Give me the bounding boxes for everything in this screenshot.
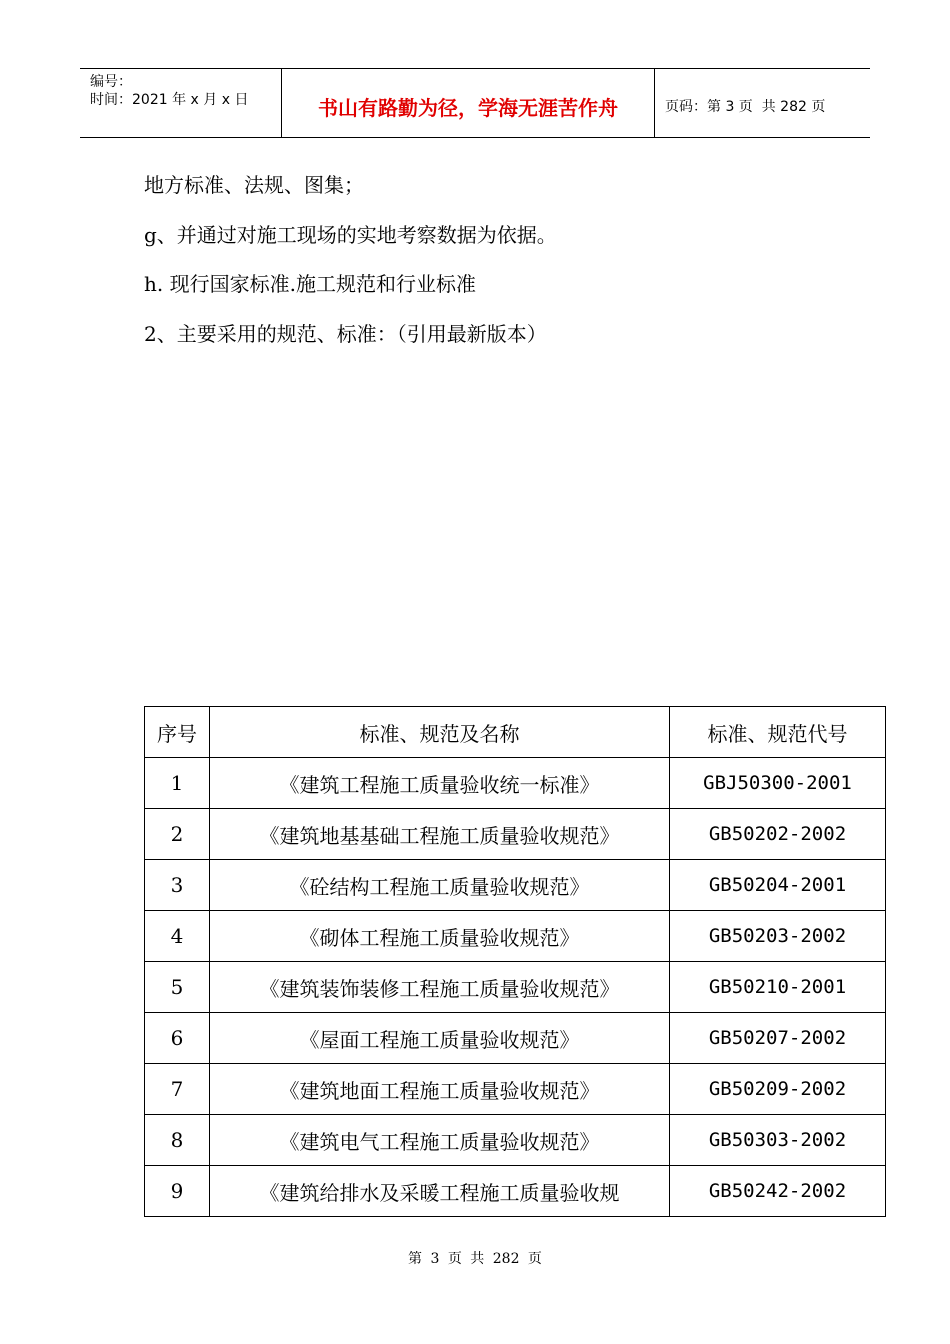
row-serial: 1 bbox=[145, 758, 210, 809]
table-row bbox=[145, 1166, 886, 1217]
row-serial: 3 bbox=[145, 860, 210, 911]
row-standard-name: 《建筑地面工程施工质量验收规范》 bbox=[210, 1064, 670, 1115]
table-row bbox=[145, 758, 886, 809]
header-standard-name: 标准、规范及名称 bbox=[210, 707, 670, 758]
header-standard-code: 标准、规范代号 bbox=[670, 707, 886, 758]
document-date: 时间：2021 年 x 月 x 日 bbox=[90, 92, 249, 108]
body-line-3: h. 现行国家标准.施工规范和行业标准 bbox=[144, 272, 476, 296]
row-standard-name: 《建筑电气工程施工质量验收规范》 bbox=[210, 1115, 670, 1166]
table-row bbox=[145, 1115, 886, 1166]
row-standard-code: GB50203-2002 bbox=[670, 911, 886, 962]
header-page-label: 页码：第 3 页 共 282 页 bbox=[665, 99, 826, 115]
document-number-label: 编号： bbox=[90, 74, 132, 90]
row-standard-code: GBJ50300-2001 bbox=[670, 758, 886, 809]
table-row bbox=[145, 860, 886, 911]
row-serial: 4 bbox=[145, 911, 210, 962]
page-header bbox=[80, 68, 870, 138]
row-standard-code: GB50207-2002 bbox=[670, 1013, 886, 1064]
row-standard-name: 《砼结构工程施工质量验收规范》 bbox=[210, 860, 670, 911]
row-standard-name: 《屋面工程施工质量验收规范》 bbox=[210, 1013, 670, 1064]
row-standard-code: GB50242-2002 bbox=[670, 1166, 886, 1217]
standards-table bbox=[144, 706, 886, 1217]
row-serial: 6 bbox=[145, 1013, 210, 1064]
header-motto: 书山有路勤为径，学海无涯苦作舟 bbox=[282, 69, 655, 137]
row-serial: 2 bbox=[145, 809, 210, 860]
body-line-2: g、并通过对施工现场的实地考察数据为依据。 bbox=[144, 223, 557, 247]
row-standard-code: GB50209-2002 bbox=[670, 1064, 886, 1115]
row-standard-code: GB50204-2001 bbox=[670, 860, 886, 911]
table-row bbox=[145, 1013, 886, 1064]
body-line-4: 2、主要采用的规范、标准：（引用最新版本） bbox=[144, 322, 547, 346]
table-row bbox=[145, 911, 886, 962]
row-standard-name: 《建筑地基基础工程施工质量验收规范》 bbox=[210, 809, 670, 860]
row-serial: 5 bbox=[145, 962, 210, 1013]
header-serial: 序号 bbox=[145, 707, 210, 758]
body-line-1: 地方标准、法规、图集； bbox=[144, 173, 364, 197]
row-serial: 7 bbox=[145, 1064, 210, 1115]
row-serial: 9 bbox=[145, 1166, 210, 1217]
table-row bbox=[145, 1064, 886, 1115]
header-meta bbox=[80, 69, 282, 137]
table-row bbox=[145, 962, 886, 1013]
row-serial: 8 bbox=[145, 1115, 210, 1166]
row-standard-name: 《建筑给排水及采暖工程施工质量验收规 bbox=[210, 1166, 670, 1217]
row-standard-name: 《砌体工程施工质量验收规范》 bbox=[210, 911, 670, 962]
table-row bbox=[145, 809, 886, 860]
page-footer: 第 3 页 共 282 页 bbox=[408, 1251, 542, 1267]
row-standard-code: GB50303-2002 bbox=[670, 1115, 886, 1166]
row-standard-name: 《建筑工程施工质量验收统一标准》 bbox=[210, 758, 670, 809]
row-standard-code: GB50210-2001 bbox=[670, 962, 886, 1013]
row-standard-code: GB50202-2002 bbox=[670, 809, 886, 860]
row-standard-name: 《建筑装饰装修工程施工质量验收规范》 bbox=[210, 962, 670, 1013]
header-page-info bbox=[655, 69, 870, 137]
table-header-row bbox=[145, 707, 886, 758]
